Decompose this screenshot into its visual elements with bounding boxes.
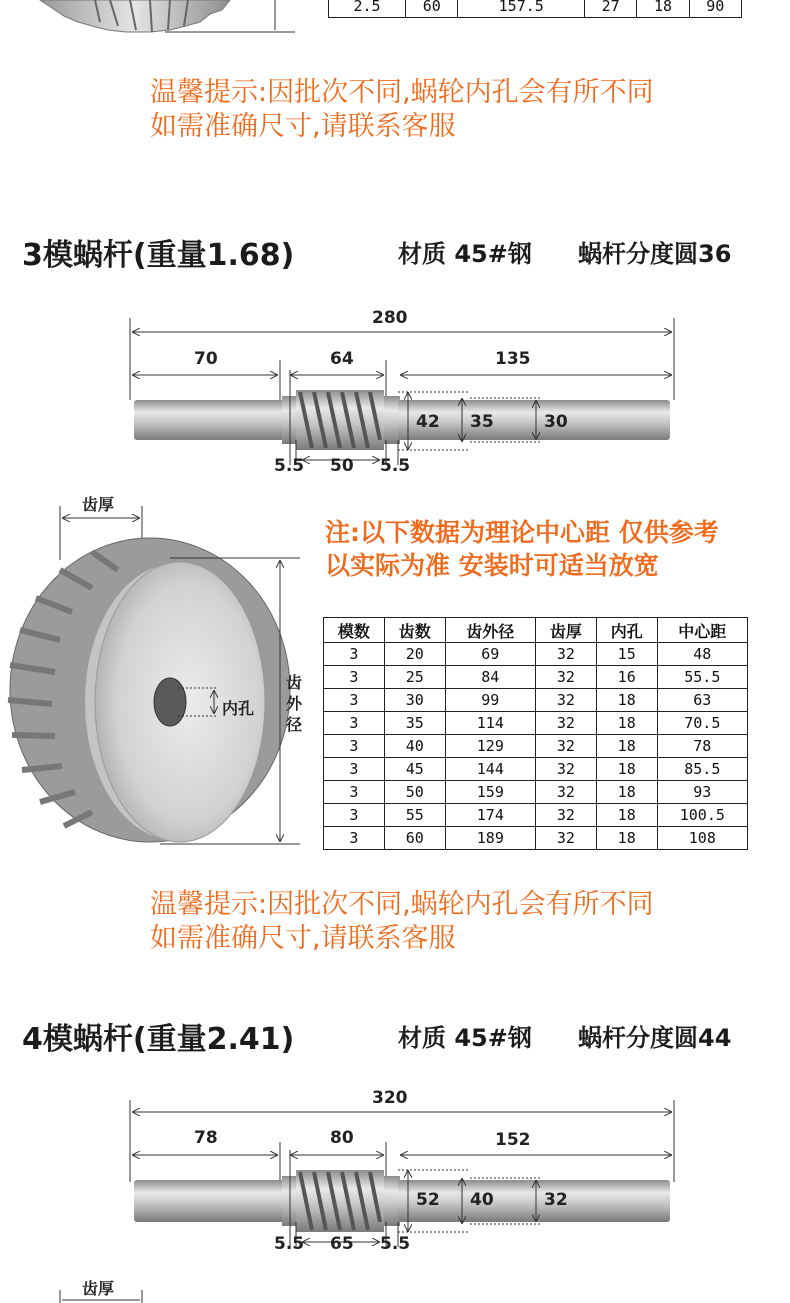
table-cell: 60 [384,827,445,850]
dim-d2: 35 [470,412,494,432]
table-row [324,735,748,758]
table-cell: 3 [324,804,385,827]
table-cell: 63 [657,689,747,712]
table-cell: 3 [324,666,385,689]
column-header: 齿厚 [535,618,596,643]
table-cell: 40 [384,735,445,758]
table-cell: 18 [637,0,689,18]
table-cell: 25 [384,666,445,689]
table-cell: 90 [689,0,741,18]
table-cell: 30 [384,689,445,712]
dim-total: 320 [372,1088,408,1108]
table-cell: 18 [596,712,657,735]
table-cell: 50 [384,781,445,804]
table-cell: 32 [535,666,596,689]
table-cell: 144 [445,758,535,781]
table-cell: 3 [324,758,385,781]
table-cell: 32 [535,712,596,735]
table-cell: 2.5 [329,0,406,18]
section-3-pitch-circle: 蜗杆分度圆36 [578,240,732,268]
table-cell: 35 [384,712,445,735]
table-cell: 108 [657,827,747,850]
table-cell: 3 [324,735,385,758]
section-3-material: 材质 45#钢 [398,240,532,268]
tip-line-1: 温馨提示:因批次不同,蜗轮内孔会有所不同 [150,889,654,920]
tooth-width-label: 齿厚 [82,495,115,514]
tooth-width-label-bottom: 齿厚 [82,1279,115,1298]
table-cell: 159 [445,781,535,804]
dim-gap-right: 5.5 [380,1234,411,1254]
table-cell: 85.5 [657,758,747,781]
dim-d1: 42 [416,412,440,432]
column-header: 齿数 [384,618,445,643]
dim-mid: 80 [330,1128,354,1148]
table-header-row [324,618,748,643]
table-cell: 32 [535,643,596,666]
table-cell: 32 [535,804,596,827]
table-cell: 20 [384,643,445,666]
tip-line-2: 如需准确尺寸,请联系客服 [150,923,456,954]
tip-block-1 [150,76,654,144]
dim-gap-left: 5.5 [274,456,305,476]
tip-line-2: 如需准确尺寸,请联系客服 [150,111,456,142]
table-cell: 99 [445,689,535,712]
dim-right: 135 [495,349,531,369]
table-cell: 78 [657,735,747,758]
table-row [324,804,748,827]
table-cell: 48 [657,643,747,666]
column-header: 齿外径 [445,618,535,643]
dim-right: 152 [495,1130,531,1150]
table-cell: 18 [596,781,657,804]
dim-left: 70 [194,349,218,369]
table-cell: 3 [324,712,385,735]
dim-gap-right: 5.5 [380,456,411,476]
table-row [324,643,748,666]
table-row [324,827,748,850]
tip-line-1: 温馨提示:因批次不同,蜗轮内孔会有所不同 [150,77,654,108]
section-4-material: 材质 45#钢 [398,1024,532,1052]
table-cell: 55.5 [657,666,747,689]
top-table-fragment [328,0,742,18]
dim-d3: 32 [544,1190,568,1210]
worm-gear-spec-table [323,617,748,850]
dim-thread: 65 [330,1234,354,1254]
tip-block-2 [150,888,654,956]
table-cell: 32 [535,735,596,758]
table-cell: 32 [535,758,596,781]
dim-mid: 64 [330,349,354,369]
table-cell: 15 [596,643,657,666]
section-4-pitch-circle: 蜗杆分度圆44 [578,1024,732,1052]
table-cell: 32 [535,689,596,712]
section-3-title: 3模蜗杆(重量1.68) [22,238,295,273]
outer-diameter-label: 齿外径 [286,673,303,734]
table-cell: 3 [324,643,385,666]
table-cell: 18 [596,735,657,758]
table-cell: 18 [596,758,657,781]
note-line-1: 注:以下数据为理论中心距 仅供参考 [325,518,719,547]
table-cell: 27 [585,0,637,18]
dim-total: 280 [372,308,408,328]
table-cell: 3 [324,689,385,712]
table-cell: 18 [596,804,657,827]
dim-d2: 40 [470,1190,494,1210]
table-row [324,712,748,735]
table-cell: 174 [445,804,535,827]
dim-gap-left: 5.5 [274,1234,305,1254]
table-cell: 84 [445,666,535,689]
table-body [324,643,748,850]
bore-label: 内孔 [222,699,255,718]
table-cell: 189 [445,827,535,850]
table-cell: 129 [445,735,535,758]
table-cell: 45 [384,758,445,781]
table-cell: 3 [324,827,385,850]
table-cell: 55 [384,804,445,827]
partial-gear-bottom [0,1290,200,1303]
worm-gear-3-drawing [0,490,310,850]
table-cell: 18 [596,689,657,712]
partial-gear-top [0,0,320,40]
section-4-title: 4模蜗杆(重量2.41) [22,1022,295,1057]
dim-d1: 52 [416,1190,440,1210]
table-cell: 3 [324,781,385,804]
table-cell: 93 [657,781,747,804]
table-cell: 157.5 [458,0,585,18]
table-cell: 18 [596,827,657,850]
note-block [325,516,719,582]
table-cell: 32 [535,781,596,804]
table-row [324,781,748,804]
column-header: 模数 [324,618,385,643]
table-cell: 32 [535,827,596,850]
dim-left: 78 [194,1128,218,1148]
table-cell: 114 [445,712,535,735]
table-row [324,758,748,781]
table-cell: 16 [596,666,657,689]
dim-thread: 50 [330,456,354,476]
table-cell: 70.5 [657,712,747,735]
table-cell: 60 [406,0,458,18]
table-cell: 69 [445,643,535,666]
column-header: 内孔 [596,618,657,643]
table-row [324,666,748,689]
table-row [324,689,748,712]
dim-d3: 30 [544,412,568,432]
table-cell: 100.5 [657,804,747,827]
note-line-2: 以实际为准 安装时可适当放宽 [325,551,659,580]
table-row [329,0,742,18]
column-header: 中心距 [657,618,747,643]
